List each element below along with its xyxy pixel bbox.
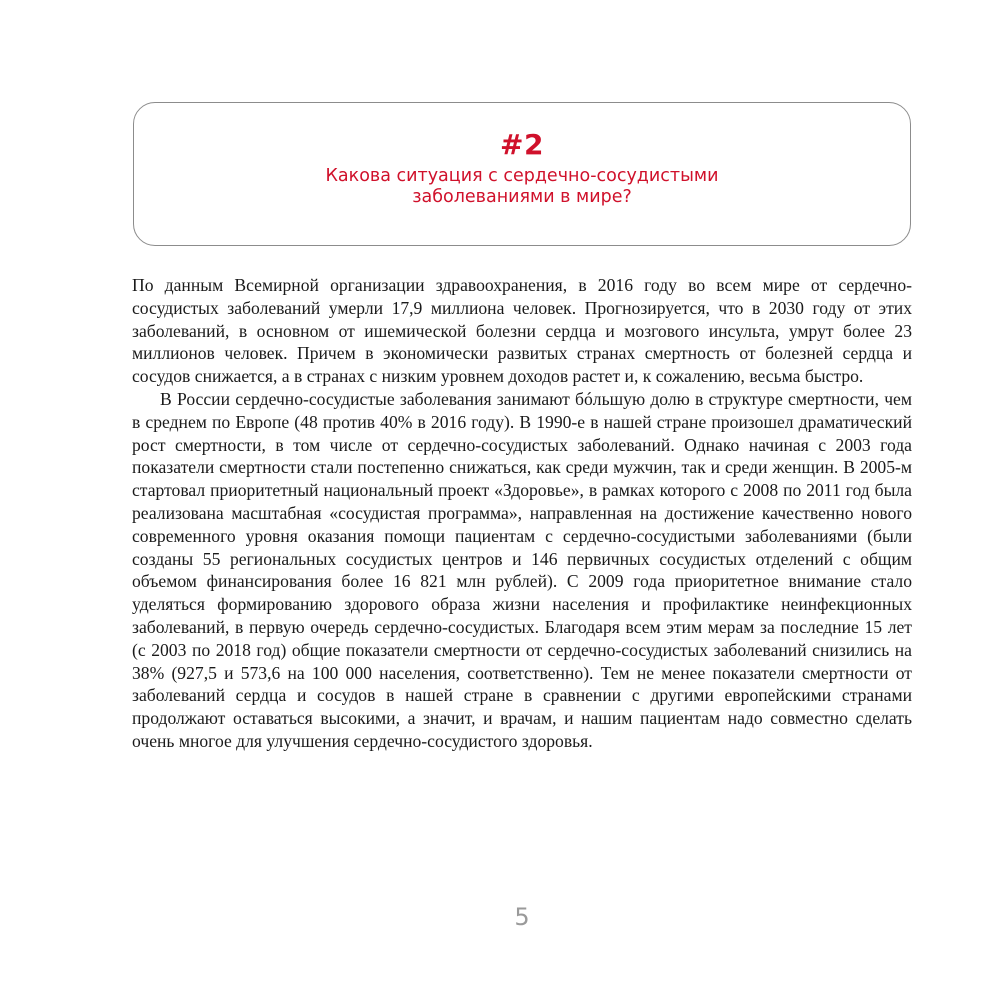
question-title xyxy=(134,166,910,208)
paragraph-1: По данным Всемирной организации здравоохранения, в 2016 году во всем мире от сердечно-сосудистых заболеваний умерли 17,9 миллиона человек. Прогнозируется, что в 2030 году от этих заболеваний, в основном от ишемической болезни сердца и мозгового инсульта, умрут более 23 миллионов человек. Причем в экономически развитых странах смертность от болезней сердца и сосудов снижается, а в странах с низким уровнем доходов растет и, к сожалению, весьма быстро. xyxy=(132,275,912,387)
question-number: #2 xyxy=(500,128,544,161)
page-number: 5 xyxy=(514,903,530,931)
paragraph-2: В России сердечно-сосудистые заболевания занимают бóльшую долю в структуре смертности, чем в среднем по Европе (48 против 40% в 2016 году). В 1990-е в нашей стране произошел драматический рост смертности, в том числе от сердечно-сосудистых заболеваний. Однако начиная с 2003 года показатели смертности стали постепенно снижаться, как среди мужчин, так и среди женщин. В 2005-м стартовал приоритетный национальный проект «Здоровье», в рамках которого с 2008 по 2011 год была реализована масштабная «сосудистая программа», направленная на достижение качественно нового современного уровня оказания помощи пациентам с сердечно-сосудистыми заболеваниями (были созданы 55 региональных сосудистых центров и 146 первичных сосудистых отделений с общим объемом финансирования более 16 821 млн рублей). С 2009 года приоритетное внимание стало уделяться формированию здорового образа жизни населения и профилактике неинфекционных заболеваний, в первую очередь сердечно-сосудистых. Благодаря всем этим мерам за последние 15 лет (с 2003 по 2018 год) общие показатели смертности от сердечно-сосудистых заболеваний снизились на 38% (927,5 и 573,6 на 100 000 населения, соответственно). Тем не менее показатели смертности от заболеваний сердца и сосудов в нашей стране в сравнении с другими европейскими странами продолжают оставаться высокими, а значит, и врачам, и нашим пациентам надо совместно сделать очень многое для улучшения сердечно-сосудистого здоровья. xyxy=(132,388,912,751)
question-title-line-1: Какова ситуация с сердечно-сосудистыми xyxy=(325,166,719,186)
body-text xyxy=(132,274,912,753)
question-header-box xyxy=(133,102,911,246)
question-title-line-2: заболеваниями в мире? xyxy=(412,187,632,207)
